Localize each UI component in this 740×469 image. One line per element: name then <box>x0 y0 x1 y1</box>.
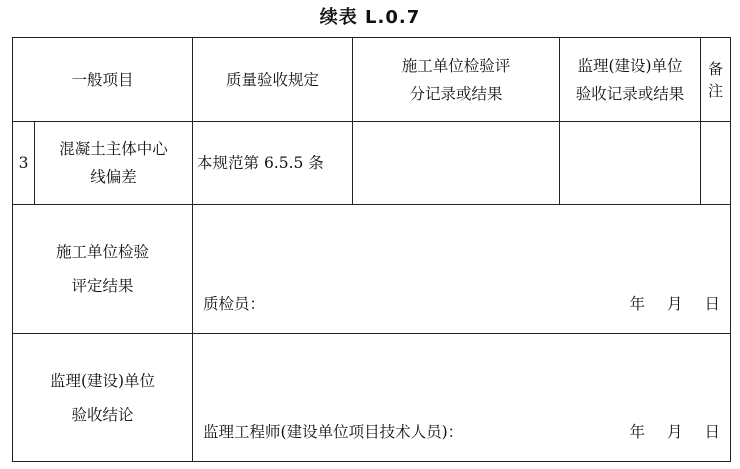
supervising-engineer-label: 监理工程师(建设单位项目技术人员)： <box>203 423 464 441</box>
header-supervision-record-line-1: 监理(建设)单位 <box>577 56 683 75</box>
supervision-date <box>607 417 720 447</box>
construction-eval-row <box>13 205 731 334</box>
construction-date <box>607 289 720 319</box>
header-remark <box>701 38 731 122</box>
construction-signature-line <box>203 289 720 319</box>
header-remark-line-2: 注 <box>708 81 724 100</box>
date-month: 月 <box>666 295 683 313</box>
header-remark-line-1: 备 <box>708 59 724 78</box>
header-quality-standard: 质量验收规定 <box>193 38 353 122</box>
header-general-item: 一般项目 <box>13 38 193 122</box>
quality-inspector-label: 质检员： <box>203 295 266 313</box>
header-construction-record <box>353 38 560 122</box>
page-title: 续表 L.0.7 <box>319 7 421 28</box>
header-construction-record-line-2: 分记录或结果 <box>409 84 503 103</box>
row-supervision-record-cell[interactable] <box>560 122 701 205</box>
row-remark-cell[interactable] <box>701 122 731 205</box>
date-day: 日 <box>704 295 721 313</box>
date-year: 年 <box>629 295 645 313</box>
date-month: 月 <box>666 423 683 441</box>
supervision-conclusion-content[interactable] <box>193 334 731 462</box>
row-construction-record-cell[interactable] <box>353 122 560 205</box>
supervision-conclusion-label-line-1: 监理(建设)单位 <box>49 371 156 390</box>
construction-eval-label-line-2: 评定结果 <box>71 277 134 295</box>
table-row <box>13 122 731 205</box>
supervision-conclusion-row <box>13 334 731 462</box>
header-supervision-record-line-2: 验收记录或结果 <box>575 84 685 103</box>
supervision-conclusion-label-line-2: 验收结论 <box>71 405 134 424</box>
construction-eval-content[interactable] <box>193 205 731 334</box>
supervision-conclusion-label <box>13 334 193 462</box>
row-item-name <box>35 122 193 205</box>
header-row <box>13 38 731 122</box>
row-item-name-line-1: 混凝土主体中心 <box>59 140 168 158</box>
header-supervision-record <box>560 38 701 122</box>
construction-eval-label-line-1: 施工单位检验 <box>56 243 150 261</box>
row-item-name-line-2: 线偏差 <box>90 168 137 186</box>
date-year: 年 <box>629 423 645 441</box>
header-construction-record-line-1: 施工单位检验评 <box>401 56 511 75</box>
date-day: 日 <box>704 423 721 441</box>
inspection-form-table <box>12 37 731 462</box>
construction-eval-label <box>13 205 193 334</box>
row-standard-ref: 本规范第 6.5.5 条 <box>193 122 353 205</box>
row-number: 3 <box>13 122 35 205</box>
supervision-signature-line <box>203 417 720 447</box>
